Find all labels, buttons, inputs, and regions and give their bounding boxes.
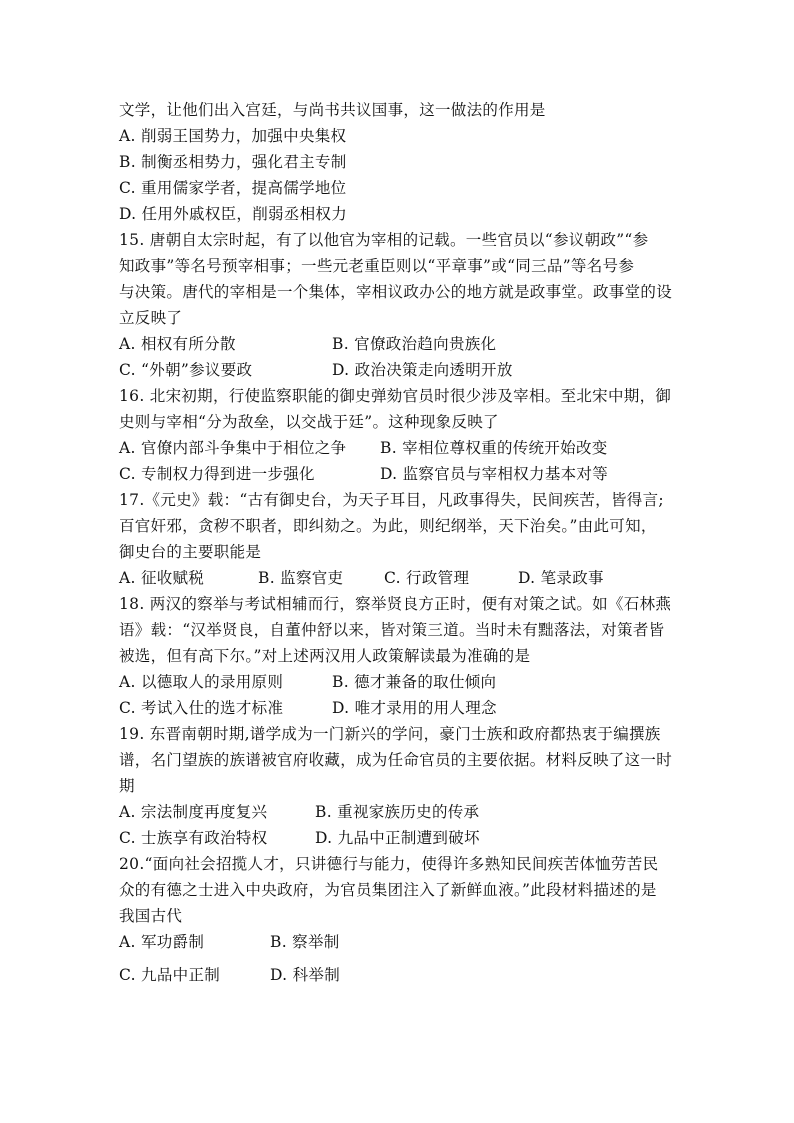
q16-option-c: C. 专制权力得到进一步强化 [119,465,315,483]
q19-line-1: 19. 东晋南朝时期,谱学成为一门新兴的学问，豪门士族和政府都热衷于编撰族 [119,725,661,743]
q14-option-c: C. 重用儒家学者，提高儒学地位 [119,179,347,197]
q18-option-a: A. 以德取人的录用原则 [119,673,284,691]
q20-option-a: A. 军功爵制 [119,933,205,951]
q19-option-c: C. 士族享有政治特权 [119,829,268,847]
q20-option-d: D. 科举制 [270,966,341,984]
q19-option-a: A. 宗法制度再度复兴 [119,803,268,821]
q19-line-3: 期 [119,777,135,795]
q15-option-b: B. 官僚政治趋向贵族化 [332,335,497,353]
q15-option-a: A. 相权有所分散 [119,335,236,353]
q17-option-c: C. 行政管理 [384,569,470,587]
q16-line-1: 16. 北宋初期，行使监察职能的御史弹劾官员时很少涉及宰相。至北宋中期，御 [119,387,672,405]
q20-line-3: 我国古代 [119,907,183,925]
q20-option-b: B. 察举制 [270,933,340,951]
q14-option-d: D. 任用外戚权臣，削弱丞相权力 [119,205,348,223]
q16-option-b: B. 宰相位尊权重的传统开始改变 [380,439,608,457]
q18-line-1: 18. 两汉的察举与考试相辅而行，察举贤良方正时，便有对策之试。如《石林燕 [119,595,672,613]
q20-line-2: 众的有德之士进入中央政府，为官员集团注入了新鲜血液。”此段材料描述的是 [119,881,657,899]
q17-option-d: D. 笔录政事 [518,569,604,587]
q19-line-2: 谱，名门望族的族谱被官府收藏，成为任命官员的主要依据。材料反映了这一时 [119,751,673,769]
q19-option-b: B. 重视家族历史的传承 [315,803,480,821]
q17-option-a: A. 征收赋税 [119,569,205,587]
q14-option-b: B. 制衡丞相势力，强化君主专制 [119,153,347,171]
q18-option-c: C. 考试入仕的选才标准 [119,699,284,717]
q15-line-3: 与决策。唐代的宰相是一个集体，宰相议政办公的地方就是政事堂。政事堂的设 [119,283,673,301]
q20-line-1: 20.“面向社会招揽人才，只讲德行与能力，使得许多熟知民间疾苦体恤劳苦民 [119,855,659,873]
q19-option-d: D. 九品中正制遭到破坏 [315,829,480,847]
q15-line-2: 知政事”等名号预宰相事；一些元老重臣则以“平章事”或“同三品”等名号参 [119,257,635,275]
q14-stem-tail: 文学，让他们出入宫廷，与尚书共议国事，这一做法的作用是 [119,101,546,119]
q15-option-c: C. “外朝”参议要政 [119,361,253,379]
q17-option-b: B. 监察官吏 [258,569,344,587]
q20-option-c: C. 九品中正制 [119,966,221,984]
q18-option-d: D. 唯才录用的用人理念 [332,699,497,717]
q17-line-2: 百官奸邪，贪秽不职者，即纠劾之。为此，则纪纲举，天下治矣。”由此可知， [119,517,657,535]
q18-line-2: 语》载：“汉举贤良，自董仲舒以来，皆对策三道。当时未有黜落法，对策者皆 [119,621,665,639]
q18-line-3: 被选，但有高下尔。”对上述两汉用人政策解读最为准确的是 [119,647,531,665]
q15-line-1: 15. 唐朝自太宗时起，有了以他官为宰相的记载。一些官员以“参议朝政”“参 [119,231,649,249]
q14-option-a: A. 削弱王国势力，加强中央集权 [119,127,347,145]
q15-option-d: D. 政治决策走向透明开放 [332,361,513,379]
q18-option-b: B. 德才兼备的取仕倾向 [332,673,497,691]
q15-line-4: 立反映了 [119,309,183,327]
q16-option-d: D. 监察官员与宰相权力基本对等 [380,465,609,483]
q16-option-a: A. 官僚内部斗争集中于相位之争 [119,439,347,457]
q17-line-1: 17.《元史》载：“古有御史台，为天子耳目，凡政事得失，民间疾苦，皆得言; [119,491,664,509]
q16-line-2: 史则与宰相“分为敌垒，以交战于廷”。这种现象反映了 [119,413,499,431]
q17-line-3: 御史台的主要职能是 [119,543,262,561]
